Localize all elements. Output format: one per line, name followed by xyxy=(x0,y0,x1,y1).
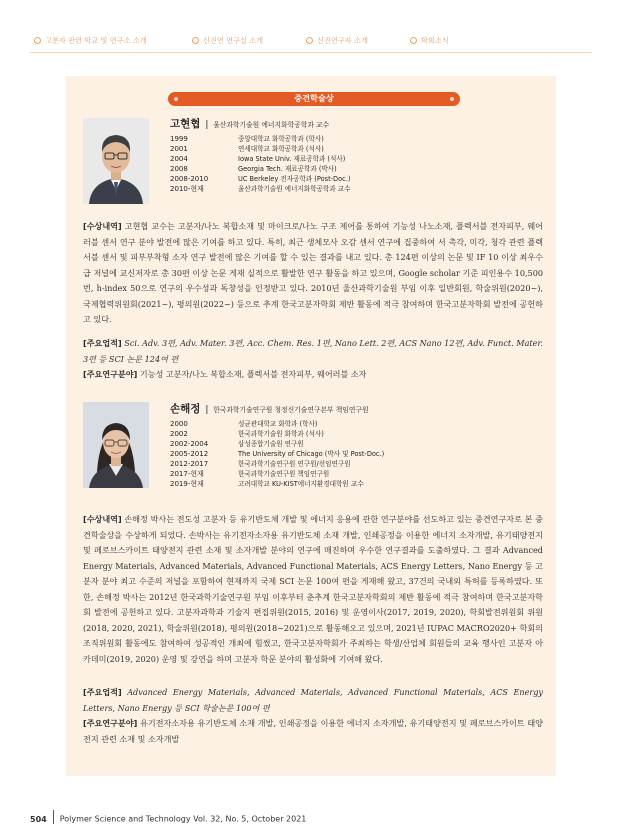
papers-label: [주요업적] xyxy=(83,338,122,348)
timeline-row xyxy=(170,449,384,459)
award-label: [수상내역] xyxy=(83,514,122,524)
person2-timeline xyxy=(170,419,384,489)
field-label: [주요연구분야] xyxy=(83,369,138,379)
portrait-photo-2 xyxy=(83,402,149,488)
person2-affiliation: 한국과학기술연구원 청정신기술연구본부 책임연구원 xyxy=(213,406,369,414)
person2-field-paragraph xyxy=(83,716,543,747)
section-header-bar xyxy=(168,92,460,106)
person1-affiliation: 울산과학기술원 에너지화학공학과 교수 xyxy=(213,121,330,129)
timeline-row xyxy=(170,174,350,184)
nav-item-researcher[interactable] xyxy=(306,36,368,46)
nav-item-news[interactable] xyxy=(410,36,449,46)
timeline-event: 울산과학기술원 에너지화학공학과 교수 xyxy=(238,185,351,193)
section-title: 중견학술상 xyxy=(294,93,334,103)
field-text: 유기전자소자용 유기반도체 소재 개발, 인쇄공정을 이용한 에너지 소자개발, 유기태양전지 및 페로브스카이트 태양전지 관련 소재 및 소자개발 xyxy=(83,718,543,744)
timeline-year: 2004 xyxy=(170,155,188,163)
timeline-row xyxy=(170,459,384,469)
timeline-event: 삼성종합기술원 연구원 xyxy=(238,440,304,448)
person2-award-paragraph xyxy=(83,512,543,667)
field-label: [주요연구분야] xyxy=(83,718,138,728)
timeline-row xyxy=(170,479,384,489)
nav-item-label: 신진연 연구실 소개 xyxy=(203,36,264,45)
timeline-year: 2012-2017 xyxy=(170,460,209,468)
award-label: [수상내역] xyxy=(83,221,122,231)
timeline-event: 중앙대학교 화학공학과 (학사) xyxy=(238,135,324,143)
timeline-year: 2010-현재 xyxy=(170,185,204,193)
footer-divider xyxy=(53,810,54,824)
timeline-event: UC Berkeley 전자공학과 (Post-Doc.) xyxy=(238,175,351,183)
location-pin-icon xyxy=(306,37,313,44)
timeline-event: 연세대학교 화학공학과 (석사) xyxy=(238,145,324,153)
person1-papers-paragraph xyxy=(83,336,543,367)
papers-text: Advanced Energy Materials, Advanced Materials, Advanced Functional Materials, ACS Energy Letters, Nano Energy 등 SCI 학술논문 100여 편 xyxy=(83,687,543,713)
timeline-event: 한국과학기술원 화학과 (석사) xyxy=(238,430,324,438)
timeline-row xyxy=(170,429,384,439)
timeline-year: 2000 xyxy=(170,420,188,428)
nav-item-new-lab[interactable] xyxy=(192,36,263,46)
timeline-event: Iowa State Univ. 재료공학과 (석사) xyxy=(238,155,346,163)
timeline-event: 고려대학교 KU-KIST에너지환경대학원 교수 xyxy=(238,480,364,488)
timeline-row xyxy=(170,154,350,164)
nav-divider xyxy=(30,52,592,53)
timeline-year: 1999 xyxy=(170,135,188,143)
timeline-year: 2001 xyxy=(170,145,188,153)
nav-item-label: 신진연구자 소개 xyxy=(317,36,368,45)
timeline-year: 2008 xyxy=(170,165,188,173)
person1-award-paragraph xyxy=(83,219,543,328)
person1-name: 고현협 xyxy=(170,118,201,130)
timeline-event: 성균관대학교 화학과 (학사) xyxy=(238,420,318,428)
timeline-row xyxy=(170,469,384,479)
journal-info: Polymer Science and Technology Vol. 32, No. 5, October 2021 xyxy=(59,814,307,824)
location-pin-icon xyxy=(192,37,199,44)
person2-papers-paragraph xyxy=(83,685,543,716)
nav-item-label: 고분자 관련 학교 및 연구소 소개 xyxy=(45,36,147,45)
papers-label: [주요업적] xyxy=(83,687,122,697)
timeline-event: Georgia Tech. 재료공학과 (박사) xyxy=(238,165,337,173)
award-text: 고현협 교수는 고분자/나노 복합소재 및 마이크로/나노 구조 제어를 통하여 기능성 나노소재, 플렉서블 전자피부, 웨어러블 센서 연구 분야 발전에 많은 기여를 하고 있다. 특히, 최근 생체모사 오감 센서 연구에 집중하여 서 촉각, 미각, 청각 관련 플렉서블 센서 및 피부부착형 소자 연구 발전에 많은 기여를 할 수 있는 결과를 내고 있다. 총 124편 이상의 논문 및 IF 10 이상 최우수급 저널에 교신저자로 총 30편 이상 논문 게재 실적으로 활발한 연구 활동을 하고 있으며, Google scholar 기준 피인용수 10,500번, h-index 50으로 연구의 우수성과 독창성을 인정받고 있다. 2010년 울산과학기술원 부임 이후 일반회원, 학술위원(2020~), 국제협력위원회(2021~), 평의원(2022~) 등으로 추계 한국고분자학회 제반 활동에 적극 참여하며 한국고분자학회 발전에 공헌하고 있다. xyxy=(83,221,543,324)
timeline-row xyxy=(170,419,384,429)
location-pin-icon xyxy=(410,37,417,44)
timeline-year: 2019-현재 xyxy=(170,480,204,488)
bar-dot-icon xyxy=(450,97,454,101)
nav-item-label: 학회소식 xyxy=(421,36,449,45)
timeline-row xyxy=(170,134,350,144)
timeline-event: 한국과학기술연구원 연구원/선임연구원 xyxy=(238,460,351,468)
person1-timeline xyxy=(170,134,350,194)
top-navigation xyxy=(0,0,622,58)
timeline-row xyxy=(170,144,350,154)
nav-item-labs[interactable] xyxy=(34,36,147,46)
timeline-year: 2002 xyxy=(170,430,188,438)
page-footer xyxy=(30,812,306,826)
timeline-year: 2005-2012 xyxy=(170,450,209,458)
papers-text: Sci. Adv. 3편, Adv. Mater. 3편, Acc. Chem. Res. 1편, Nano Lett. 2편, ACS Nano 12편, Adv. Funct. Mater. 3편 등 SCI 논문 124여 편 xyxy=(83,338,543,364)
person1-name-line: 고현협 | 울산과학기술원 에너지화학공학과 교수 xyxy=(170,118,330,130)
timeline-row xyxy=(170,439,384,449)
person1-field-paragraph xyxy=(83,367,543,383)
page-number: 504 xyxy=(30,814,47,824)
timeline-event: The University of Chicago (박사 및 Post-Doc.) xyxy=(238,450,385,458)
timeline-year: 2002-2004 xyxy=(170,440,209,448)
timeline-year: 2017-현재 xyxy=(170,470,204,478)
timeline-event: 한국과학기술연구원 책임연구원 xyxy=(238,470,330,478)
timeline-row xyxy=(170,164,350,174)
location-pin-icon xyxy=(34,37,41,44)
field-text: 기능성 고분자/나노 복합소재, 플렉서블 전자피부, 웨어러블 소자 xyxy=(139,369,367,379)
award-text: 손해정 박사는 전도성 고분자 등 유기반도체 개발 및 에너지 응용에 관한 연구분야를 선도하고 있는 중견연구자로 본 중견학술상을 수상하게 되었다. 손박사는 유기전자소자용 유기반도체 소재 개발, 인쇄공정을 이용한 에너지 소자개발, 유기태양전지 및 페로브스카이트 태양전지 관련 소재 및 소자개발 분야의 연구에 매진하며 우수한 연구결과를 도출하였다. 그 결과 Advanced Energy Materials, Advanced Materials, Advanced Functional Materials, ACS Energy Letters, Nano Energy 등 고분자 분야 최고 수준의 저널을 포함하여 현재까지 국제 SCI 논문 100여 편을 게재해 왔고, 37건의 국내외 특허를 등록하였다. 또한, 손해정 박사는 2012년 한국과학기술연구원 부임 이후부터 춘추계 한국고분자학회의 제반 활동에 적극 참여하며 한국고분자학회 발전에 공헌하고 있다. 고분자과학과 기술지 편집위원(2015, 2016) 및 운영이사(2017, 2019, 2020), 학회발전위원회 위원(2018, 2020, 2021), 학술위원(2018), 평의원(2018~2021)으로 활동해오고 있으며, 2021년 IUPAC MACRO2020+ 학회의 조직위원회 활동에도 참여하여 성공적인 개최에 힘썼고, 한국고분자학회가 주최하는 학생/산업체 회원들의 교육 행사인 고분자 아카데미(2019, 2020) 운영 및 강연을 하며 고분자 학문 분야의 활성화에 기여해 왔다. xyxy=(83,514,543,664)
timeline-row xyxy=(170,184,350,194)
timeline-year: 2008-2010 xyxy=(170,175,209,183)
portrait-photo-1 xyxy=(83,118,149,204)
person2-name-line: 손해정 | 한국과학기술연구원 청정신기술연구본부 책임연구원 xyxy=(170,403,369,415)
person2-name: 손해정 xyxy=(170,403,201,415)
